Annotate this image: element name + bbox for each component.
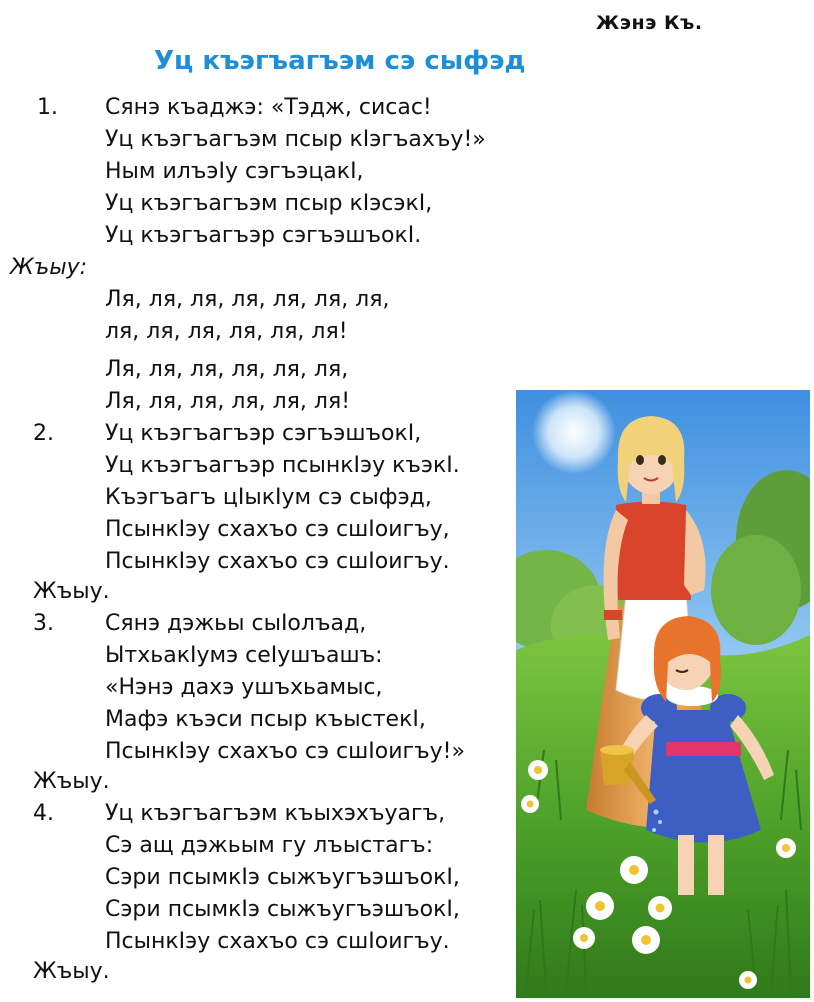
verse-4-line-4: Сэри псымкIэ сыжъугъэшъокI, — [105, 897, 460, 922]
author-name: Жэнэ Къ. — [596, 12, 703, 34]
verse-2-line-1: Уц къэгъагъэр сэгъэшъокI, — [105, 421, 422, 446]
chorus-label: Жъыу: — [10, 255, 88, 280]
verse-3-line-5: ПсынкIэу схахъо сэ сшIоигъу!» — [105, 739, 465, 764]
verse-3-line-3: «Нэнэ дахэ ушъхьамыс, — [105, 675, 383, 700]
verse-1-line-4: Уц къэгъагъэм псыр кIэсэкI, — [105, 191, 433, 216]
verse-4-line-3: Сэри псымкIэ сыжъугъэшъокI, — [105, 865, 460, 890]
verse-1-line-5: Уц къэгъагъэр сэгъэшъокI. — [105, 223, 422, 248]
verse-2-line-4: ПсынкIэу схахъо сэ сшIоигъу, — [105, 517, 450, 542]
verse-4-line-2: Сэ ащ дэжьым гу лъыстагъ: — [105, 833, 434, 858]
verse-1-number: 1. — [37, 95, 58, 120]
chorus-ref-1: Жъыу. — [33, 579, 110, 604]
chorus-line-1: Ля, ля, ля, ля, ля, ля, ля, — [105, 287, 390, 312]
mother-daughter-illustration — [516, 390, 810, 998]
verse-2-number: 2. — [33, 421, 54, 446]
verse-2-line-5: ПсынкIэу схахъо сэ сшIоигъу. — [105, 549, 450, 574]
verse-2-line-3: Къэгъагъ цIыкIум сэ сыфэд, — [105, 485, 432, 510]
verse-1-line-2: Уц къэгъагъэм псыр кIэгъахъу!» — [105, 127, 486, 152]
chorus-line-2: ля, ля, ля, ля, ля, ля! — [105, 319, 348, 344]
verse-3-line-4: Мафэ къэси псыр къыстекI, — [105, 707, 426, 732]
chorus-line-3: Ля, ля, ля, ля, ля, ля, — [105, 357, 349, 382]
verse-1-line-1: Сянэ къаджэ: «Тэдж, сисас! — [105, 95, 432, 120]
verse-3-line-2: ЫтхьакIумэ сеIушъашъ: — [105, 643, 383, 668]
chorus-line-4: Ля, ля, ля, ля, ля, ля! — [105, 389, 351, 414]
verse-4-line-5: ПсынкIэу схахъо сэ сшIоигъу. — [105, 929, 450, 954]
verse-4-line-1: Уц къэгъагъэм къыхэхъуагъ, — [105, 801, 446, 826]
verse-4-number: 4. — [33, 801, 54, 826]
verse-1-line-3: Ным илъэIу сэгъэцакI, — [105, 159, 364, 184]
verse-3-line-1: Сянэ дэжьы сыIолъад, — [105, 611, 367, 636]
verse-2-line-2: Уц къэгъагъэр псынкIэу къэкI. — [105, 453, 460, 478]
poem-title: Уц къэгъагъэм сэ сыфэд — [154, 46, 526, 76]
verse-3-number: 3. — [33, 611, 54, 636]
chorus-ref-2: Жъыу. — [33, 769, 110, 794]
chorus-ref-3: Жъыу. — [33, 959, 110, 984]
